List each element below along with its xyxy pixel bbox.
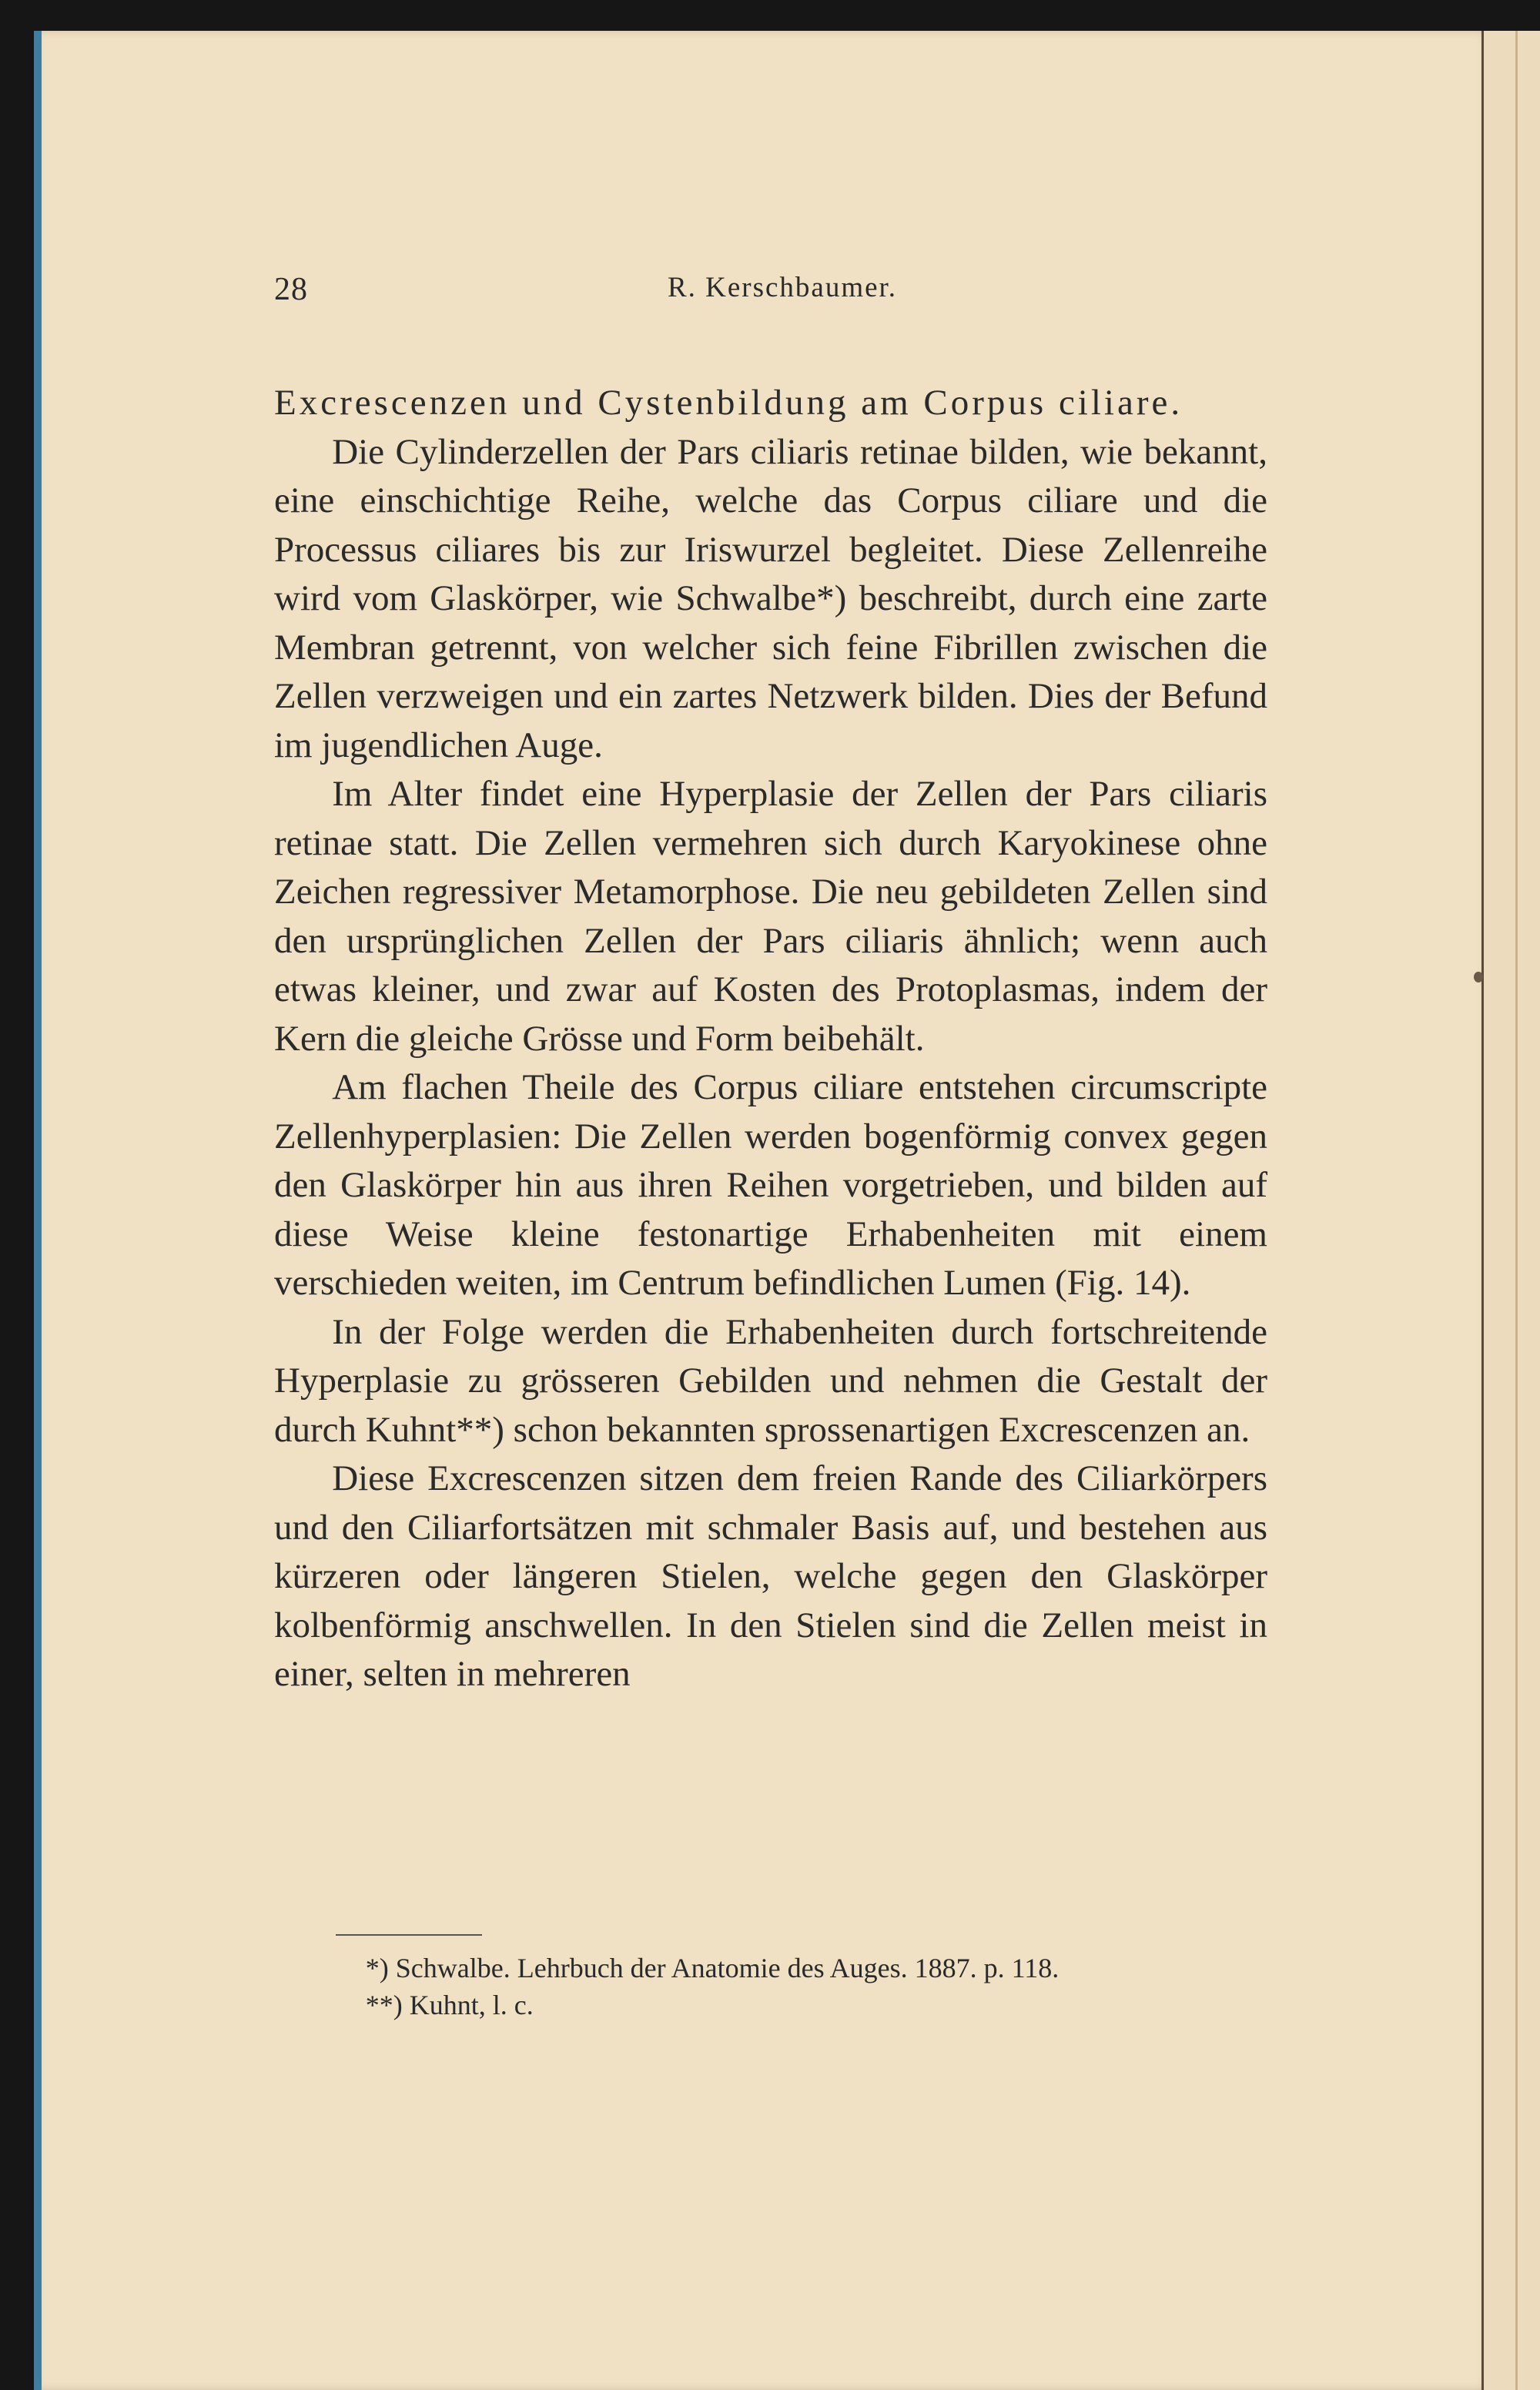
footnotes	[274, 1950, 1267, 2023]
footnote: **) Kuhnt, l. c.	[365, 1990, 534, 2020]
running-head: R. Kerschbaumer.	[667, 272, 898, 303]
paragraph: Die Cylinderzellen der Pars ciliaris retinae bilden, wie bekannt, eine einschichtige Reihe, welche das Corpus ciliare und die Processus ciliares bis zur Iriswurzel begleitet. Diese Zellenreihe wird vom Glaskörper, wie Schwalbe*) beschreibt, durch eine zarte Membran getrennt, von welcher sich feine Fibrillen zwischen die Zellen verzweigen und ein zartes Netzwerk bilden. Dies der Befund im jugendlichen Auge.	[274, 431, 1267, 765]
page-number: 28	[274, 272, 308, 307]
page-header	[274, 271, 1267, 317]
paragraph: In der Folge werden die Erhabenheiten durch fortschreitende Hyperplasie zu grösseren Gebilden und nehmen die Gestalt der durch Kuhnt**) schon bekannten sprossenartigen Excrescenzen an.	[274, 1311, 1267, 1450]
section-title: Excrescenzen und Cystenbildung am Corpus ciliare.	[274, 383, 1183, 423]
paragraph: Im Alter findet eine Hyperplasie der Zellen der Pars ciliaris retinae statt. Die Zellen vermehren sich durch Karyokinese ohne Zeichen regressiver Metamorphose. Die neu gebildeten Zellen sind den ursprünglichen Zellen der Pars ciliaris ähnlich; wenn auch etwas kleiner, und zwar auf Kosten des Protoplasmas, indem der Kern die gleiche Grösse und Form beibehält.	[274, 774, 1267, 1059]
footnote-divider	[336, 1934, 482, 1936]
page-edge-line	[1515, 31, 1518, 2390]
ink-smudge	[1474, 972, 1483, 982]
body-text	[274, 379, 1267, 1699]
paragraph: Am flachen Theile des Corpus ciliare entstehen circumscripte Zellenhyperplasien: Die Zellen werden bogenförmig convex gegen den Glaskörper hin aus ihren Reihen vorgetrieben, und bilden auf diese Weise kleine festonartige Erhabenheiten mit einem verschieden weiten, im Centrum befindlichen Lumen (Fig. 14).	[274, 1067, 1267, 1303]
next-page-edge	[1481, 31, 1540, 2390]
paragraph: Diese Excrescenzen sitzen dem freien Rande des Ciliarkörpers und den Ciliarfortsätzen mit schmaler Basis auf, und bestehen aus kürzeren oder längeren Stielen, welche gegen den Glaskörper kolbenförmig anschwellen. In den Stielen sind die Zellen meist in einer, selten in mehreren	[274, 1458, 1267, 1694]
footnote: *) Schwalbe. Lehrbuch der Anatomie des Auges. 1887. p. 118.	[365, 1953, 1060, 1983]
